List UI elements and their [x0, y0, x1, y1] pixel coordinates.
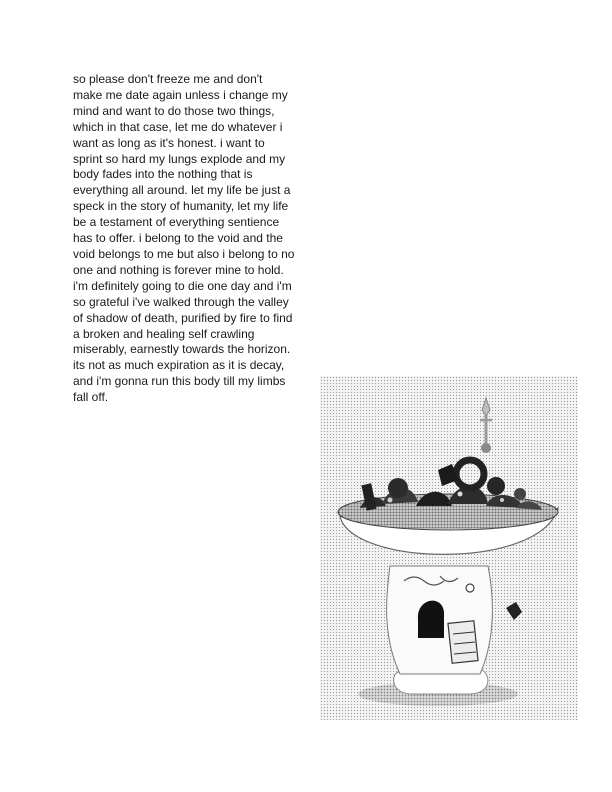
- poem-line: want as long as it's honest. i want to: [73, 135, 265, 150]
- poem-line: one and nothing is forever mine to hold.: [73, 262, 284, 277]
- poem-line: everything all around. let my life be just a: [73, 183, 291, 198]
- halftone-sculpture-photo: [320, 376, 578, 720]
- poem-line: its not as much expiration as it is decay,: [73, 358, 285, 373]
- poem-line: and i'm gonna run this body till my limbs: [73, 374, 286, 389]
- poem-line: which in that case, let me do whatever i: [73, 119, 283, 134]
- poem-line: be a testament of everything sentience: [73, 215, 280, 230]
- sculpture-illustration: [320, 376, 578, 720]
- poem-line: so grateful i've walked through the valley: [73, 294, 289, 309]
- poem-line: speck in the story of humanity, let my life: [73, 199, 289, 214]
- poem-line: fall off.: [73, 390, 109, 405]
- poem-line: i'm definitely going to die one day and i'm: [73, 278, 292, 293]
- poem-line: of shadow of death, purified by fire to find: [73, 310, 293, 325]
- poem-line: a broken and healing self crawling: [73, 326, 255, 341]
- poem-line: body fades into the nothing that is: [73, 167, 253, 182]
- poem-line: make me date again unless i change my: [73, 87, 288, 102]
- poem-line: mind and want to do those two things,: [73, 103, 275, 118]
- poem-line: void belongs to me but also i belong to no: [73, 246, 295, 261]
- poem-line: sprint so hard my lungs explode and my: [73, 151, 286, 166]
- poem-text-block: [73, 72, 303, 406]
- poem-line: miserably, earnestly towards the horizon.: [73, 342, 291, 357]
- poem-line: has to offer. i belong to the void and the: [73, 231, 283, 246]
- poem-line: so please don't freeze me and don't: [73, 72, 263, 86]
